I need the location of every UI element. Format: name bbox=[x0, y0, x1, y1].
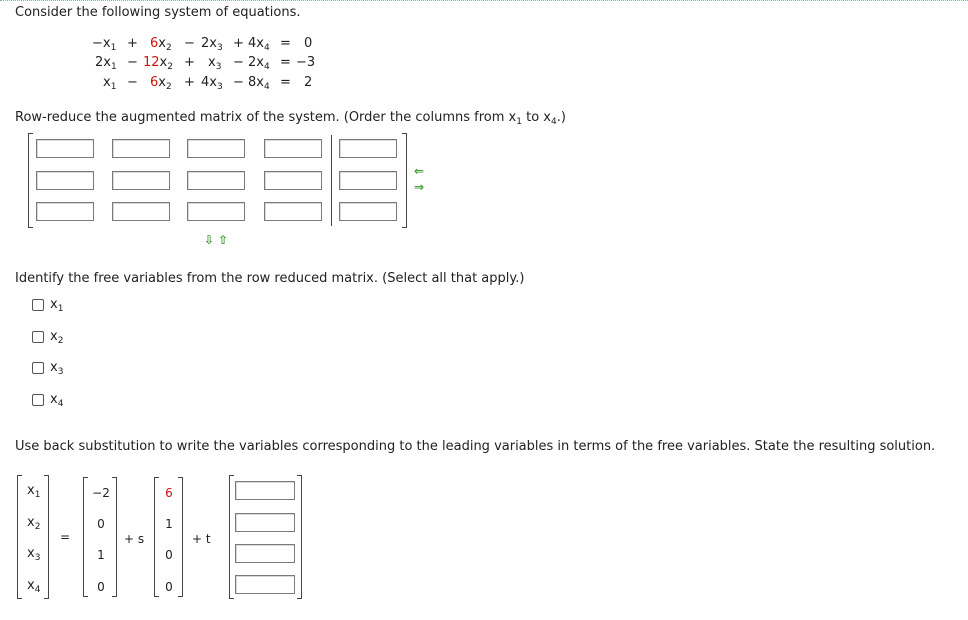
remove-col-arrow-icon[interactable]: ⇧ bbox=[218, 233, 229, 247]
t-vector-entry-2: 1 bbox=[165, 517, 173, 531]
eq2-term2: $12x_2$ bbox=[143, 55, 173, 72]
checkbox-x2-label: $x_2$ bbox=[50, 329, 64, 346]
const-vector-input-1[interactable] bbox=[235, 481, 295, 500]
matrix-left-bracket bbox=[28, 133, 33, 228]
matrix-r1-c4[interactable] bbox=[264, 139, 322, 158]
eq2-op3: − bbox=[233, 55, 244, 70]
checkbox-x4[interactable] bbox=[32, 394, 44, 406]
const-vector-input-4[interactable] bbox=[235, 575, 295, 594]
rowreduce-instruction: Row-reduce the augmented matrix of the system. (Order the columns from $x_1$ to $x_4$.) bbox=[15, 110, 566, 127]
remove-row-arrow-icon[interactable]: ⇒ bbox=[414, 180, 425, 194]
add-row-arrow-icon[interactable]: ⇐ bbox=[414, 164, 425, 178]
eq3-term1: $x_1$ bbox=[103, 75, 117, 92]
matrix-r2-c3[interactable] bbox=[187, 171, 245, 190]
matrix-r1-c2[interactable] bbox=[112, 139, 170, 158]
eq3-term4: $8x_4$ bbox=[248, 75, 270, 92]
intro-text: Consider the following system of equations. bbox=[15, 5, 301, 20]
s-vector-left-bracket bbox=[83, 477, 88, 597]
eq1-op3: + bbox=[233, 36, 244, 51]
matrix-r1-c5[interactable] bbox=[339, 139, 397, 158]
t-vector-entry-1: 6 bbox=[165, 486, 173, 500]
matrix-r3-c1[interactable] bbox=[36, 202, 94, 221]
t-vector-entry-4: 0 bbox=[165, 580, 173, 594]
eq3-rhs: 2 bbox=[304, 75, 313, 90]
const-vector-left-bracket bbox=[229, 475, 234, 599]
eq1-term3: $2x_3$ bbox=[201, 36, 223, 53]
lhs-right-bracket bbox=[44, 475, 49, 599]
plus-t-label: + t bbox=[192, 532, 211, 546]
s-vector-entry-4: 0 bbox=[97, 580, 105, 594]
augment-divider bbox=[331, 135, 332, 226]
eq3-op2: + bbox=[184, 75, 195, 90]
eq1-term1: $-x_1$ bbox=[92, 36, 117, 53]
s-vector-entry-3: 1 bbox=[97, 548, 105, 562]
eq3-term2: $6x_2$ bbox=[150, 75, 172, 92]
checkbox-x3-label: $x_3$ bbox=[50, 360, 64, 377]
matrix-r3-c4[interactable] bbox=[264, 202, 322, 221]
eq1-rhs: 0 bbox=[304, 36, 313, 51]
eq3-op1: − bbox=[127, 75, 138, 90]
eq3-term3: $4x_3$ bbox=[201, 75, 223, 92]
s-vector-entry-2: 0 bbox=[97, 517, 105, 531]
matrix-r2-c4[interactable] bbox=[264, 171, 322, 190]
eq1-op1: + bbox=[127, 36, 138, 51]
checkbox-x1[interactable] bbox=[32, 299, 44, 311]
matrix-r1-c1[interactable] bbox=[36, 139, 94, 158]
matrix-r1-c3[interactable] bbox=[187, 139, 245, 158]
checkbox-x4-label: $x_4$ bbox=[50, 392, 64, 409]
eq2-equals: = bbox=[280, 55, 291, 70]
matrix-r2-c5[interactable] bbox=[339, 171, 397, 190]
matrix-r2-c1[interactable] bbox=[36, 171, 94, 190]
lhs-x1: $x_1$ bbox=[27, 483, 41, 500]
matrix-r3-c5[interactable] bbox=[339, 202, 397, 221]
eq2-term1: $2x_1$ bbox=[95, 55, 117, 72]
t-vector-entry-3: 0 bbox=[165, 548, 173, 562]
plus-s-label: + s bbox=[124, 532, 145, 546]
matrix-r3-c3[interactable] bbox=[187, 202, 245, 221]
s-vector-right-bracket bbox=[112, 477, 117, 597]
checkbox-x3[interactable] bbox=[32, 362, 44, 374]
add-col-arrow-icon[interactable]: ⇩ bbox=[204, 233, 215, 247]
eq1-term4: $4x_4$ bbox=[248, 36, 270, 53]
lhs-left-bracket bbox=[17, 475, 22, 599]
top-dotted-divider bbox=[0, 0, 968, 1]
checkbox-x2[interactable] bbox=[32, 331, 44, 343]
lhs-x4: $x_4$ bbox=[27, 578, 41, 595]
matrix-r3-c2[interactable] bbox=[112, 202, 170, 221]
eq2-op1: − bbox=[127, 55, 138, 70]
lhs-x3: $x_3$ bbox=[27, 546, 41, 563]
const-vector-right-bracket bbox=[297, 475, 302, 599]
eq3-op3: − bbox=[233, 75, 244, 90]
const-vector-input-3[interactable] bbox=[235, 544, 295, 563]
equals-sign: = bbox=[60, 530, 71, 544]
back-sub-prompt: Use back substitution to write the variables corresponding to the leading variables in terms of the free variables. State the resulting solution. bbox=[15, 439, 936, 454]
matrix-r2-c2[interactable] bbox=[112, 171, 170, 190]
eq1-equals: = bbox=[280, 36, 291, 51]
s-vector-entry-1: −2 bbox=[92, 486, 110, 500]
eq2-rhs: −3 bbox=[296, 55, 316, 70]
eq1-term2: $6x_2$ bbox=[150, 36, 172, 53]
eq1-op2: − bbox=[184, 36, 195, 51]
lhs-x2: $x_2$ bbox=[27, 515, 41, 532]
matrix-right-bracket bbox=[402, 133, 407, 228]
eq2-term4: $2x_4$ bbox=[248, 55, 270, 72]
eq2-term3: $x_3$ bbox=[208, 55, 222, 72]
eq2-op2: + bbox=[184, 55, 195, 70]
free-vars-prompt: Identify the free variables from the row reduced matrix. (Select all that apply.) bbox=[15, 271, 525, 286]
eq3-equals: = bbox=[280, 75, 291, 90]
const-vector-input-2[interactable] bbox=[235, 513, 295, 532]
checkbox-x1-label: $x_1$ bbox=[50, 297, 64, 314]
